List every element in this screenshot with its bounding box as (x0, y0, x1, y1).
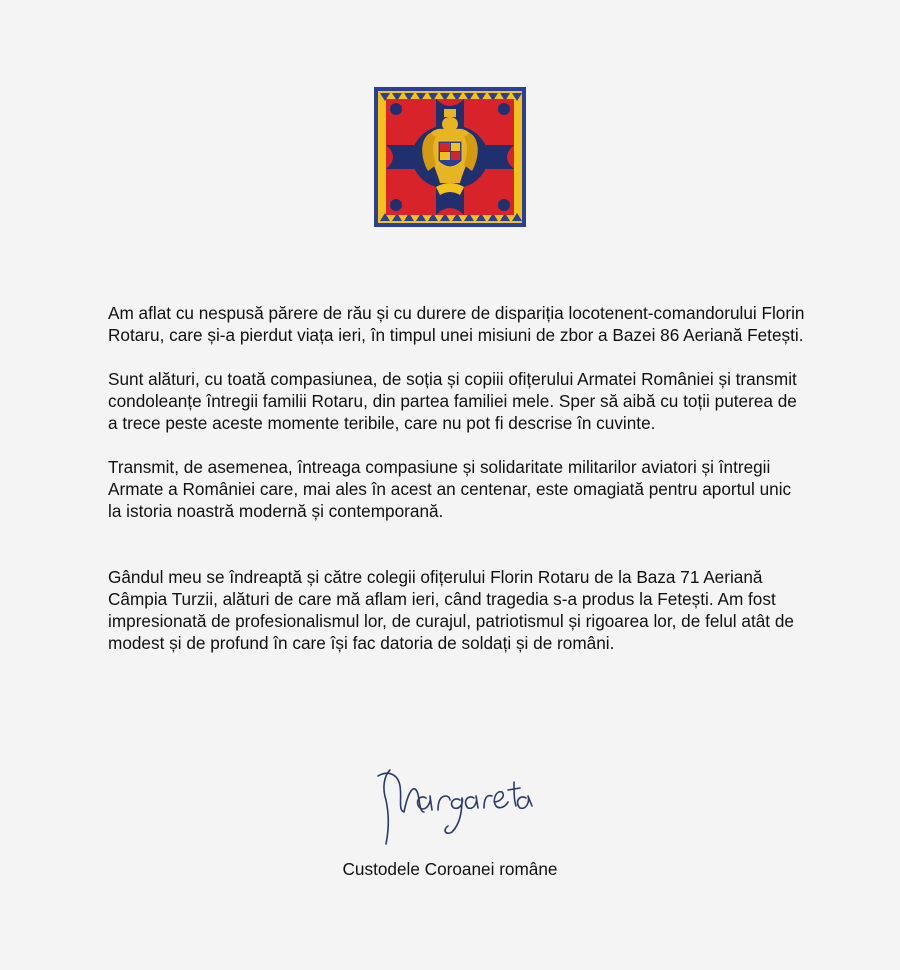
letter-paragraph-1: Am aflat cu nespusă părere de rău și cu durere de dispariția locotenent-comandorului Florin Rotaru, care și-a pierdut viața ieri, în timpul unei misiuni de zbor a Bazei 86 Aeriană Fetești. (108, 303, 805, 345)
letter-paragraph-2: Sunt alături, cu toată compasiunea, de soția și copiii ofițerului Armatei României și transmit condoleanțe întregii familii Rotaru, din partea familiei mele. Sper să aibă cu toții puterea de a trece peste aceste momente teribile, care nu pot fi descrise în cuvinte. (108, 369, 797, 433)
handwritten-signature (368, 752, 538, 852)
letter-body (108, 302, 808, 654)
letter-paragraph-4: Gândul meu se îndreaptă și către colegii ofițerului Florin Rotaru de la Baza 71 Aeriană Câmpia Turzii, alături de care mă aflam ieri, când tragedia s-a produs la Fetești. Am fost impresionată de profesionalismul lor, de curajul, patriotismul și rigoarea lor, de felul atât de modest și de profund în care își fac datoria de soldați și de români. (108, 567, 794, 653)
royal-standard-image (374, 87, 526, 227)
signature-caption: Custodele Coroanei române (342, 859, 558, 879)
letter-paragraph-3: Transmit, de asemenea, întreaga compasiune și solidaritate militarilor aviatori și întregii Armate a României care, mai ales în acest an centenar, este omagiată pentru aportul unic la istoria noastră modernă și contemporană. (108, 457, 792, 521)
